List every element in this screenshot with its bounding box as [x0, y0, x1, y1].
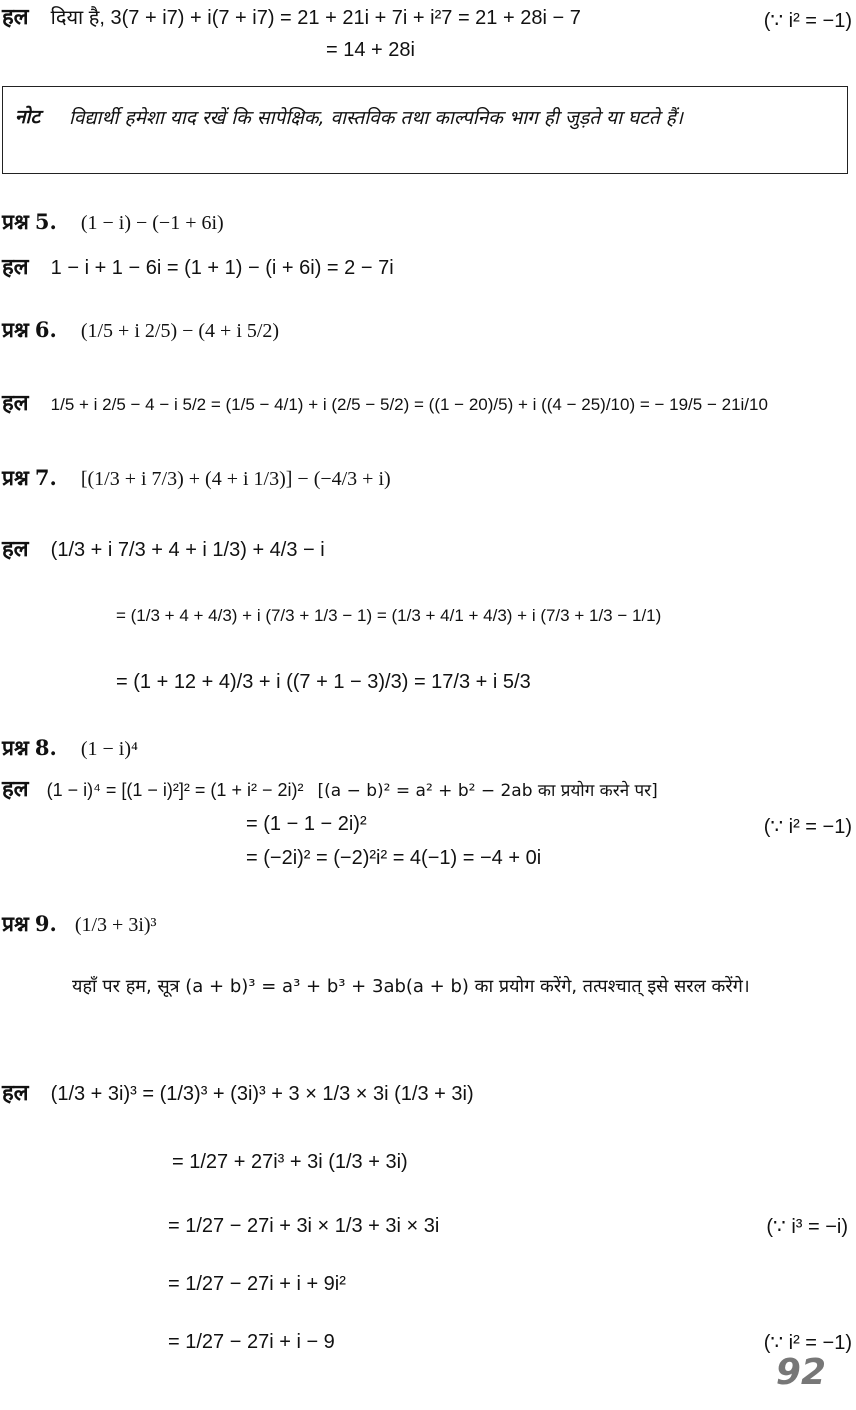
note-i-squared: (∵ i² = −1)	[763, 1332, 852, 1354]
note-text: विद्यार्थी हमेशा याद रखें कि सापेक्षिक, वास्तविक तथा काल्पनिक भाग ही जुड़ते या घटते हैं।	[69, 107, 684, 129]
hal-label: हल	[2, 391, 29, 416]
hal-label: हल	[2, 255, 29, 280]
formula-hint: [(a − b)² = a² + b² − 2ab का प्रयोग करने पर]	[317, 781, 658, 801]
page-number: 92	[775, 1352, 826, 1393]
solution-9-line3: = 1/27 − 27i + 3i × 1/3 + 3i × 3i	[168, 1215, 440, 1237]
note-label: नोट	[15, 106, 41, 128]
solution-top-line2: = 14 + 28i	[326, 39, 415, 61]
solution-7-line3: = (1 + 12 + 4)/3 + i ((7 + 1 − 3)/3) = 17/3 + i 5/3	[116, 671, 531, 693]
question-text: [(1/3 + i 7/3) + (4 + i 1/3)] − (−4/3 + i)	[80, 468, 391, 490]
solution-9-line1	[2, 1082, 474, 1106]
hal-label: हल	[2, 537, 29, 562]
solution-8-line3: = (−2i)² = (−2)²i² = 4(−1) = −4 + 0i	[246, 847, 542, 869]
question-5	[2, 210, 224, 235]
solution-7-line1	[2, 538, 325, 562]
question-text: (1/3 + 3i)³	[74, 914, 157, 936]
hal-label: हल	[2, 777, 29, 802]
hal-label: हल	[2, 1081, 29, 1106]
solution-8-line1	[2, 778, 658, 803]
solution-text: 1 − i + 1 − 6i = (1 + 1) − (i + 6i) = 2 − 7i	[50, 257, 394, 279]
prashn-label: प्रश्न	[2, 317, 29, 342]
prashn-label: प्रश्न	[2, 465, 29, 490]
solution-text: दिया है, 3(7 + i7) + i(7 + i7) = 21 + 21i + 7i + i²7 = 21 + 28i − 7	[50, 7, 581, 29]
solution-text: (1/3 + i 7/3 + 4 + i 1/3) + 4/3 − i	[50, 539, 325, 561]
solution-text: (1 − i)⁴ = [(1 − i)²]² = (1 + i² − 2i)²	[46, 780, 304, 800]
question-9	[2, 912, 157, 937]
note-i-squared: (∵ i² = −1)	[763, 10, 852, 32]
hal-label: हल	[2, 5, 29, 30]
explanation-paragraph: यहाँ पर हम, सूत्र (a + b)³ = a³ + b³ + 3ab(a + b) का प्रयोग करेंगे, तत्पश्चात् इसे सरल करेंगे।	[72, 976, 750, 997]
question-8	[2, 736, 138, 761]
solution-5	[2, 256, 394, 280]
note-i-cubed: (∵ i³ = −i)	[766, 1216, 848, 1238]
question-number: 5.	[34, 209, 57, 234]
question-6	[2, 318, 279, 343]
question-number: 6.	[34, 317, 57, 342]
solution-7-line2: = (1/3 + 4 + 4/3) + i (7/3 + 1/3 − 1) = (1/3 + 4/1 + 4/3) + i (7/3 + 1/3 − 1/1)	[116, 606, 662, 625]
question-text: (1 − i)⁴	[80, 738, 138, 760]
question-number: 7.	[34, 465, 57, 490]
prashn-label: प्रश्न	[2, 735, 29, 760]
note-i-squared: (∵ i² = −1)	[763, 816, 852, 838]
question-text: (1/5 + i 2/5) − (4 + i 5/2)	[80, 320, 280, 342]
question-number: 9.	[34, 911, 57, 936]
solution-6	[2, 392, 768, 417]
question-7	[2, 466, 391, 491]
prashn-label: प्रश्न	[2, 209, 29, 234]
solution-9-line5: = 1/27 − 27i + i − 9	[168, 1331, 335, 1353]
question-number: 8.	[34, 735, 57, 760]
prashn-label: प्रश्न	[2, 911, 29, 936]
solution-top-line1	[2, 6, 581, 30]
question-text: (1 − i) − (−1 + 6i)	[80, 212, 224, 234]
solution-9-line4: = 1/27 − 27i + i + 9i²	[168, 1273, 346, 1295]
solution-text: 1/5 + i 2/5 − 4 − i 5/2 = (1/5 − 4/1) + i (2/5 − 5/2) = ((1 − 20)/5) + i ((4 − 25)/10) = − 19/5 − 21i/10	[50, 395, 768, 414]
note-box	[2, 86, 848, 174]
solution-text: (1/3 + 3i)³ = (1/3)³ + (3i)³ + 3 × 1/3 × 3i (1/3 + 3i)	[50, 1083, 474, 1105]
solution-8-line2: = (1 − 1 − 2i)²	[246, 813, 367, 835]
solution-9-line2: = 1/27 + 27i³ + 3i (1/3 + 3i)	[172, 1151, 408, 1173]
